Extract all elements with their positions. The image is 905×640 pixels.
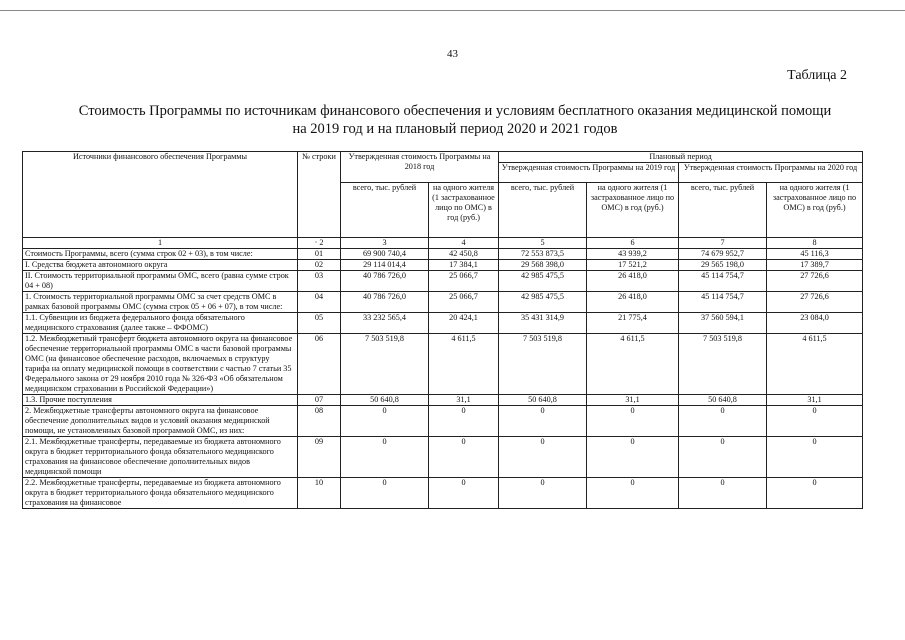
- row-name: 1. Стоимость территориальной программы ОМС за счет средств ОМС в рамках базовой программы ОМС (сумма строк 05 + 06 + 07), в том числе:: [23, 292, 298, 313]
- col-number: 7: [679, 238, 767, 249]
- value-cell: 33 232 565,4: [341, 313, 429, 334]
- table-row: [23, 313, 863, 334]
- value-cell: 0: [587, 478, 679, 509]
- value-cell: 4 611,5: [429, 334, 499, 395]
- value-cell: 7 503 519,8: [499, 334, 587, 395]
- value-cell: 72 553 873,5: [499, 249, 587, 260]
- table-row: [23, 478, 863, 509]
- table-row: [23, 437, 863, 478]
- value-cell: 0: [767, 437, 863, 478]
- value-cell: 35 431 314,9: [499, 313, 587, 334]
- row-name: 1.2. Межбюджетный трансферт бюджета автономного округа на финансовое обеспечение территориальной программы ОМС в части базовой программы ОМС (на финансовое обеспечение расходов, включаемых в структуру тарифа на оплату медицинской помощи в соответствии с частью 7 статьи 35 Федерального закона от 29 ноября 2010 года № 326-ФЗ «Об обязательном медицинском страховании в Российской Федерации»): [23, 334, 298, 395]
- row-name: 1.1. Субвенции из бюджета федерального фонда обязательного медицинского страхования (далее также – ФФОМС): [23, 313, 298, 334]
- value-cell: 40 786 726,0: [341, 292, 429, 313]
- row-number: 03: [298, 271, 341, 292]
- cost-table: [22, 151, 863, 509]
- column-number-row: [23, 238, 863, 249]
- value-cell: 29 565 198,0: [679, 260, 767, 271]
- value-cell: 21 775,4: [587, 313, 679, 334]
- row-name: 2.2. Межбюджетные трансферты, передаваемые из бюджета автономного округа в бюджет территориального фонда обязательного медицинского страхования на финансовое: [23, 478, 298, 509]
- value-cell: 7 503 519,8: [679, 334, 767, 395]
- row-number: 08: [298, 406, 341, 437]
- col-number: 6: [587, 238, 679, 249]
- value-cell: 23 084,0: [767, 313, 863, 334]
- table-label: Таблица 2: [787, 68, 847, 83]
- row-number: 02: [298, 260, 341, 271]
- value-cell: 0: [341, 437, 429, 478]
- page-number: 43: [447, 48, 458, 60]
- value-cell: 17 389,7: [767, 260, 863, 271]
- value-cell: 0: [587, 437, 679, 478]
- value-cell: 29 568 398,0: [499, 260, 587, 271]
- table-row: [23, 334, 863, 395]
- value-cell: 26 418,0: [587, 292, 679, 313]
- table-row: [23, 249, 863, 260]
- value-cell: 0: [679, 406, 767, 437]
- value-cell: 0: [429, 478, 499, 509]
- value-cell: 42 985 475,5: [499, 271, 587, 292]
- header-approved-2018: Утвержденная стоимость Программы на 2018 год: [341, 152, 499, 183]
- value-cell: 0: [341, 478, 429, 509]
- header-total-2020: всего, тыс. рублей: [679, 183, 767, 238]
- header-per-capita-2019: на одного жителя (1 застрахованное лицо по ОМС) в год (руб.): [587, 183, 679, 238]
- value-cell: 0: [341, 406, 429, 437]
- table-row: [23, 406, 863, 437]
- title-line-1: Стоимость Программы по источникам финансового обеспечения и условиям бесплатного оказания медицинской помощи: [78, 103, 832, 119]
- value-cell: 0: [679, 478, 767, 509]
- value-cell: 42 985 475,5: [499, 292, 587, 313]
- row-number: 01: [298, 249, 341, 260]
- col-number: 3: [341, 238, 429, 249]
- row-name: 1.3. Прочие поступления: [23, 395, 298, 406]
- row-name: 2. Межбюджетные трансферты автономного округа на финансовое обеспечение дополнительных видов и условий оказания медицинской помощи, не установленных базовой программой ОМС, из них:: [23, 406, 298, 437]
- value-cell: 0: [767, 406, 863, 437]
- table-row: [23, 395, 863, 406]
- header-approved-2019: Утвержденная стоимость Программы на 2019 год: [499, 163, 679, 183]
- row-name: 2.1. Межбюджетные трансферты, передаваемые из бюджета автономного округа в бюджет территориального фонда обязательного медицинского страхования на финансовое обеспечение дополнительных видов медицинской помощи: [23, 437, 298, 478]
- header-total-2019: всего, тыс. рублей: [499, 183, 587, 238]
- value-cell: 0: [499, 437, 587, 478]
- value-cell: 27 726,6: [767, 271, 863, 292]
- value-cell: 0: [499, 406, 587, 437]
- row-name: II. Стоимость территориальной программы ОМС, всего (равна сумме строк 04 + 08): [23, 271, 298, 292]
- value-cell: 45 114 754,7: [679, 271, 767, 292]
- value-cell: 25 066,7: [429, 271, 499, 292]
- value-cell: 20 424,1: [429, 313, 499, 334]
- table-row: [23, 271, 863, 292]
- value-cell: 17 521,2: [587, 260, 679, 271]
- row-number: 04: [298, 292, 341, 313]
- row-name: I. Средства бюджета автономного округа: [23, 260, 298, 271]
- header-row-no: № строки: [298, 152, 341, 238]
- row-number: 09: [298, 437, 341, 478]
- header-per-capita-2018: на одного жителя (1 застрахованное лицо по ОМС) в год (руб.): [429, 183, 499, 238]
- value-cell: 29 114 014,4: [341, 260, 429, 271]
- document-title: [40, 102, 870, 138]
- value-cell: 7 503 519,8: [341, 334, 429, 395]
- header-total-2018: всего, тыс. рублей: [341, 183, 429, 238]
- value-cell: 69 900 740,4: [341, 249, 429, 260]
- table-row: [23, 260, 863, 271]
- value-cell: 45 116,3: [767, 249, 863, 260]
- value-cell: 17 384,1: [429, 260, 499, 271]
- value-cell: 0: [429, 406, 499, 437]
- row-name: Стоимость Программы, всего (сумма строк 02 + 03), в том числе:: [23, 249, 298, 260]
- value-cell: 74 679 952,7: [679, 249, 767, 260]
- value-cell: 42 450,8: [429, 249, 499, 260]
- row-number: 06: [298, 334, 341, 395]
- value-cell: 0: [679, 437, 767, 478]
- value-cell: 0: [499, 478, 587, 509]
- value-cell: 50 640,8: [499, 395, 587, 406]
- value-cell: 40 786 726,0: [341, 271, 429, 292]
- value-cell: 4 611,5: [767, 334, 863, 395]
- value-cell: 45 114 754,7: [679, 292, 767, 313]
- col-number: 5: [499, 238, 587, 249]
- col-number: 8: [767, 238, 863, 249]
- value-cell: 0: [767, 478, 863, 509]
- value-cell: 43 939,2: [587, 249, 679, 260]
- col-number: · 2: [298, 238, 341, 249]
- value-cell: 26 418,0: [587, 271, 679, 292]
- value-cell: 27 726,6: [767, 292, 863, 313]
- col-number: 4: [429, 238, 499, 249]
- value-cell: 31,1: [767, 395, 863, 406]
- value-cell: 37 560 594,1: [679, 313, 767, 334]
- header-source: Источники финансового обеспечения Программы: [23, 152, 298, 238]
- value-cell: 50 640,8: [679, 395, 767, 406]
- row-number: 07: [298, 395, 341, 406]
- table-row: [23, 292, 863, 313]
- header-planned-period: Плановый период: [499, 152, 863, 163]
- value-cell: 0: [429, 437, 499, 478]
- title-line-2: на 2019 год и на плановый период 2020 и 2021 годов: [292, 121, 618, 137]
- value-cell: 31,1: [429, 395, 499, 406]
- row-number: 10: [298, 478, 341, 509]
- value-cell: 25 066,7: [429, 292, 499, 313]
- row-number: 05: [298, 313, 341, 334]
- header-per-capita-2020: на одного жителя (1 застрахованное лицо по ОМС) в год (руб.): [767, 183, 863, 238]
- value-cell: 4 611,5: [587, 334, 679, 395]
- value-cell: 0: [587, 406, 679, 437]
- value-cell: 50 640,8: [341, 395, 429, 406]
- header-approved-2020: Утвержденная стоимость Программы на 2020 год: [679, 163, 863, 183]
- scan-top-border: [0, 10, 905, 11]
- value-cell: 31,1: [587, 395, 679, 406]
- col-number: 1: [23, 238, 298, 249]
